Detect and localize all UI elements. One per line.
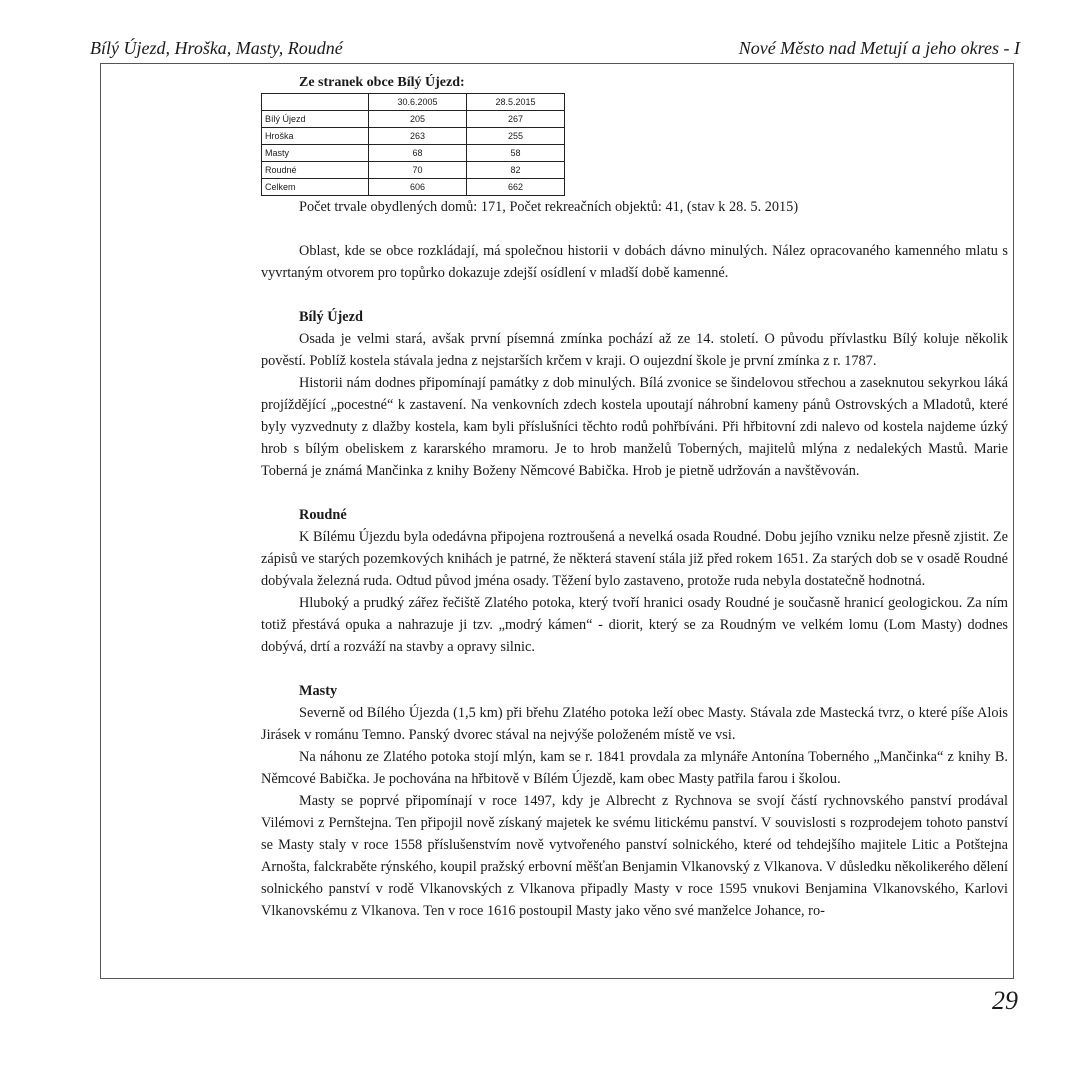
paragraph: K Bílému Újezdu byla odedávna připojena roztroušená a nevelká osada Roudné. Dobu jejího vzniku nelze přesně zjistit. Ze zápisů ve starých pozemkových knihách je patrné, že některá stavení stála již před rokem 1651. Za starých dob se v osadě Roudné dobývala železná ruda. Odtud původ jména osady. Těžení bylo zastaveno, protože ruda nebyla dostatečně hodnotná.: [261, 529, 1008, 589]
table-cell-value: 68: [369, 145, 467, 162]
section-heading-masty: Masty: [299, 683, 338, 699]
table-header-cell: 30.6.2005: [369, 94, 467, 111]
table-row: [262, 162, 565, 179]
table-cell-value: 255: [467, 128, 565, 145]
table-row: [262, 111, 565, 128]
paragraph: Hluboký a prudký zářez řečiště Zlatého potoka, který tvoří hranici osady Roudné je současně hranicí geologickou. Za ním totiž přestává opuka a nahrazuje ji tzv. „modrý kámen“ - diorit, který se za Roudným ve velkém lomu (Lom Masty) dodnes dobývá, drtí a rozváží na stavby a opravy silnic.: [261, 595, 1008, 655]
table-header-cell: [262, 94, 369, 111]
table-cell-value: 606: [369, 179, 467, 196]
table-header-cell: 28.5.2015: [467, 94, 565, 111]
running-header: [90, 38, 1020, 62]
page-content: [261, 74, 1008, 922]
table-cell-value: 662: [467, 179, 565, 196]
paragraph: Osada je velmi stará, avšak první písemná zmínka pochází až ze 14. století. O původu přívlastku Bílý koluje několik pověstí. Poblíž kostela stávala jedna z nejstarších krčem v kraji. O oujezdní škole je první zmínka z r. 1787.: [261, 331, 1008, 369]
table-title: Ze stranek obce Bílý Újezd:: [299, 75, 465, 90]
section-heading-bily-ujezd: Bílý Újezd: [299, 309, 363, 325]
paragraph: Masty se poprvé připomínají v roce 1497, kdy je Albrecht z Rychnova se svojí částí rychnovského panství prodával Vilémovi z Pernštejna. Ten připojil nově získaný majetek ke svému litickému panství. V souvislosti s rozprodejem tohoto panství se Masty staly v roce 1558 příslušenstvím nově vytvořeného panství solnického, které od tehdejšího majitele Litic a Potštejna Arnošta, falckraběte rýnského, koupil pražský erbovní měšťan Benjamin Vlkanovský z Vlkanova. V důsledku několikerého dělení solnického panství v rodě Vlkanovských z Vlkanova připadly Masty v roce 1595 vnukovi Benjamina Vlkanovského, Karlovi Vlkanovskému z Vlkanova. Ten v roce 1616 postoupil Masty jako věno své manželce Johance, ro-: [261, 793, 1008, 919]
table-cell-value: 58: [467, 145, 565, 162]
table-row: [262, 145, 565, 162]
intro-paragraph: Oblast, kde se obce rozkládají, má společnou historii v dobách dávno minulých. Nález opracovaného kamenného mlatu s vyvrtaným otvorem pro topůrko dokazuje zdejší osídlení v mladší době kamenné.: [261, 243, 1008, 281]
table-cell-name: Celkem: [262, 179, 369, 196]
table-cell-value: 82: [467, 162, 565, 179]
page-frame: [100, 63, 1014, 979]
paragraph: Historii nám dodnes připomínají památky z dob minulých. Bílá zvonice se šindelovou střechou a zaseknutou sekyrkou láká projíždějící „pocestné“ k zastavení. Na venkovních zdech kostela upoutají náhrobní kameny pánů Ostrovských a Mladotů, které byly vyzvednuty z dlažby kostela, kam byli příslušníci těchto rodů pohřbíváni. Při hřbitovní zdi nalevo od kostela najdeme úzký hrob s bílým obeliskem z kararského mramoru. Je to hrob manželů Toberných, majitelů mlýna z nedalekých Mastů. Marie Toberná je známá Mančinka z knihy Boženy Němcové Babička. Hrob je pietně udržován a navštěvován.: [261, 375, 1008, 479]
table-cell-name: Roudné: [262, 162, 369, 179]
header-left-title: Bílý Újezd, Hroška, Masty, Roudné: [90, 38, 343, 58]
paragraph: Severně od Bílého Újezda (1,5 km) při břehu Zlatého potoka leží obec Masty. Stávala zde Mastecká tvrz, o které píše Alois Jirásek v románu Temno. Panský dvorec stával na nejvýše položeném místě ve vsi.: [261, 705, 1008, 743]
table-cell-name: Masty: [262, 145, 369, 162]
table-cell-value: 205: [369, 111, 467, 128]
table-cell-name: Hroška: [262, 128, 369, 145]
table-cell-name: Bílý Újezd: [262, 111, 369, 128]
header-right-title: Nové Město nad Metují a jeho okres - I: [738, 38, 1020, 58]
table-cell-value: 70: [369, 162, 467, 179]
table-row: [262, 128, 565, 145]
houses-count-paragraph: Počet trvale obydlených domů: 171, Počet rekreačních objektů: 41, (stav k 28. 5. 2015): [299, 199, 799, 215]
table-cell-value: 263: [369, 128, 467, 145]
section-heading-roudne: Roudné: [299, 507, 347, 523]
page-number: 29: [992, 986, 1018, 1015]
table-header-row: [262, 94, 565, 111]
paragraph: Na náhonu ze Zlatého potoka stojí mlýn, kam se r. 1841 provdala za mlynáře Antonína Toberného „Mančinka“ z knihy B. Němcové Babička. Je pochována na hřbitově v Bílém Újezdě, kam obec Masty patřila farou i školou.: [261, 749, 1008, 787]
population-table: [261, 93, 565, 196]
table-cell-value: 267: [467, 111, 565, 128]
table-row: [262, 179, 565, 196]
